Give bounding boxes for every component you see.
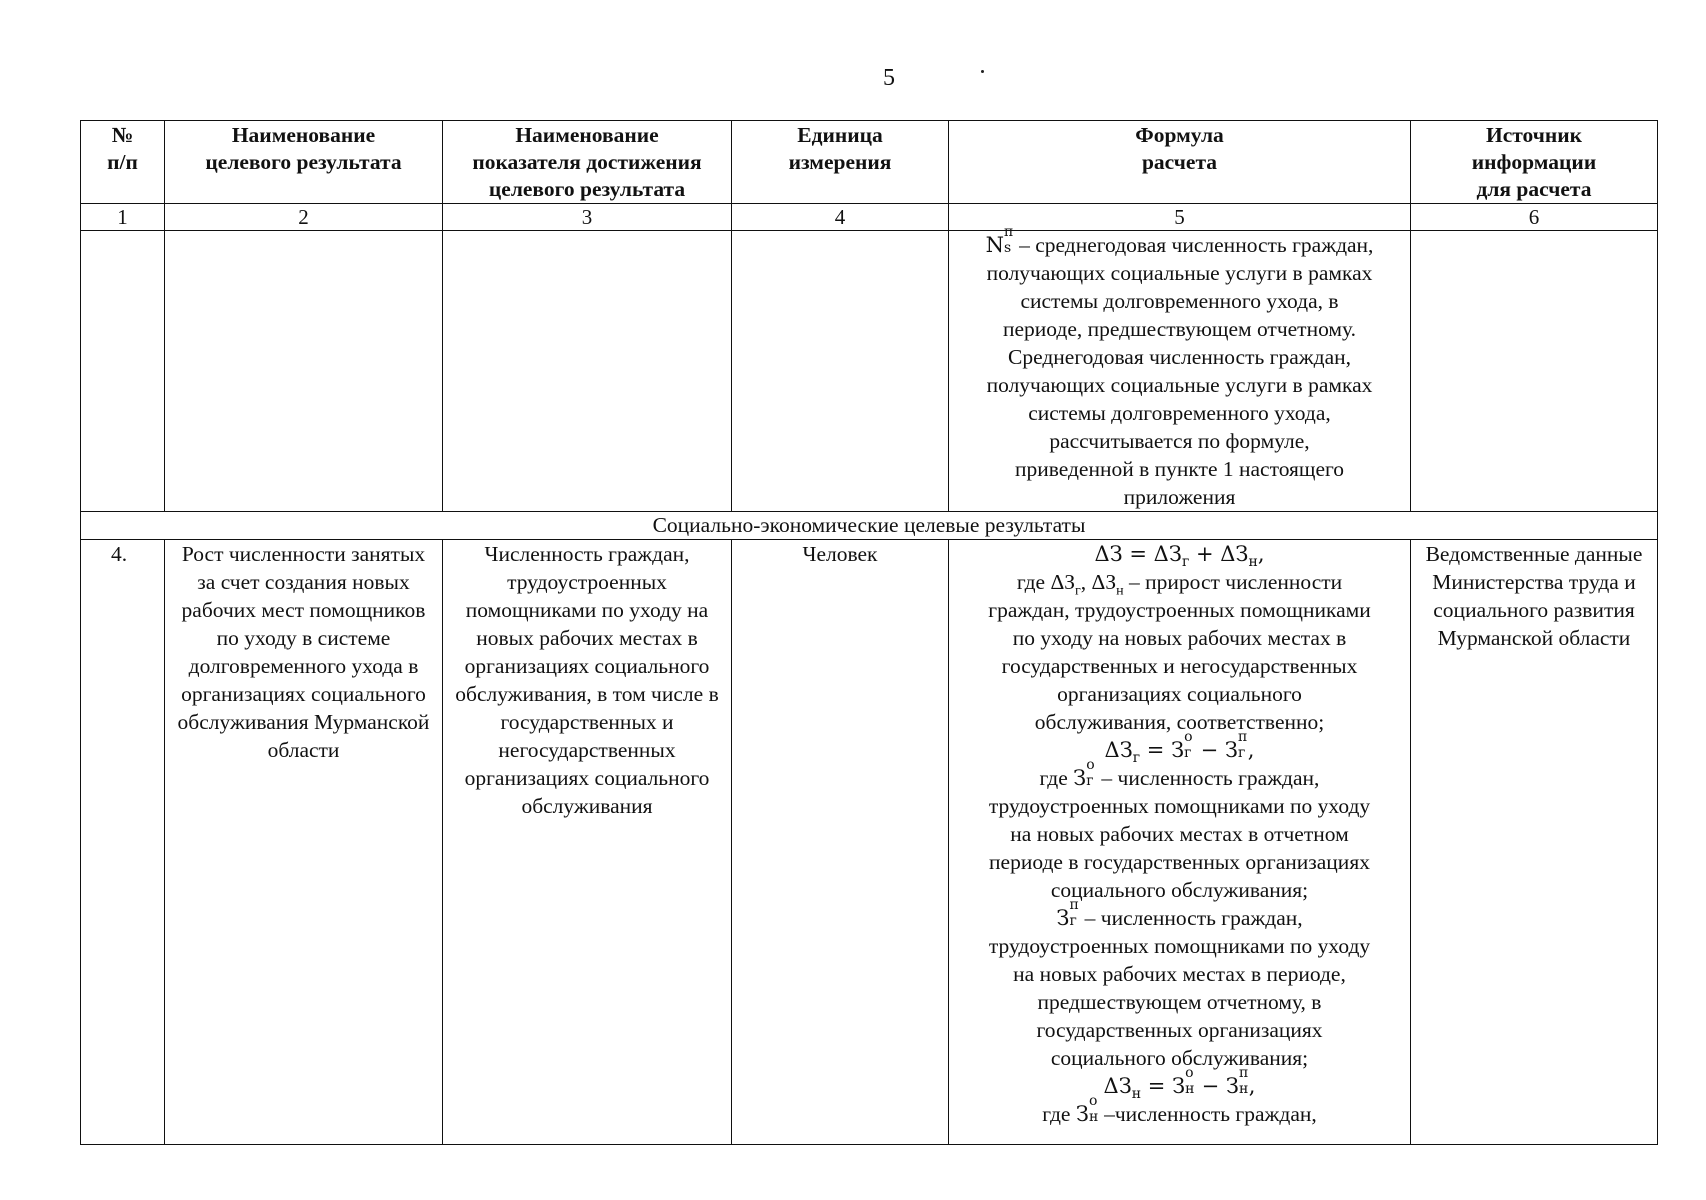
result-name-cell: Рост численности занятых за счет создания новых рабочих мест помощников по уходу в системе долговременного ухода в организациях социального обслуживания Мурманской области (165, 540, 443, 1145)
formula-line: трудоустроенных помощниками по уходу (988, 794, 1371, 818)
formula-line: З п г – численность граждан, (1056, 897, 1303, 930)
continuation-cell-result (165, 231, 443, 512)
header-formula: Формула расчета (949, 121, 1411, 204)
formula-line: где З о г – численность граждан, (1039, 757, 1320, 790)
header-num-l2: п/п (107, 150, 138, 174)
formula-line: на новых рабочих местах в отчетном (1010, 822, 1349, 846)
header-result-name: Наименование целевого результата (165, 121, 443, 204)
formula-line: обслуживания, соответственно; (1034, 710, 1325, 734)
formula-line: где $\Delta З_г$, $\Delta З_н$ – прирост численности (1016, 570, 1343, 599)
header-num-l1: № (111, 123, 134, 147)
column-number: 1 (81, 204, 165, 231)
column-number-row (81, 204, 1658, 231)
formula-line: на новых рабочих местах в периоде, (1013, 962, 1346, 986)
header-row (81, 121, 1658, 204)
header-unit: Единица измерения (732, 121, 949, 204)
continuation-cell-unit (732, 231, 949, 512)
formula-line: N п s – среднегодовая численность граждан, (985, 224, 1374, 257)
formula-line: где З о н –численность граждан, (1042, 1093, 1317, 1126)
header-indicator-name: Наименование показателя достижения целевого результата (443, 121, 732, 204)
formula-line: Среднегодовая численность граждан, (1008, 345, 1351, 369)
section-row (81, 512, 1658, 540)
formula-equation: $\Delta З_г = З$ о г − З п г , (1104, 729, 1255, 767)
column-number: 2 (165, 204, 443, 231)
formula-line: системы долговременного ухода, (1028, 401, 1331, 425)
formula-line: по уходу на новых рабочих местах в (1012, 626, 1347, 650)
formula-line: получающих социальные услуги в рамках (986, 373, 1373, 397)
table-row (81, 540, 1658, 1145)
row-number: 4. (81, 540, 165, 1145)
continuation-cell-num (81, 231, 165, 512)
formula-line: социального обслуживания; (1050, 878, 1309, 902)
scan-dot (981, 70, 984, 73)
continuation-cell-formula (949, 224, 1411, 512)
formula-line: трудоустроенных помощниками по уходу (988, 934, 1371, 958)
formula-line: приведенной в пункте 1 настоящего (1014, 457, 1345, 481)
formula-line: рассчитывается по формуле, (1049, 429, 1310, 453)
formula-line: социального обслуживания; (1050, 1046, 1309, 1070)
formula-line: государственных и негосударственных (1001, 654, 1358, 678)
unit-cell: Человек (732, 540, 949, 1145)
formula-equation: $\Delta З = \Delta З_г + \Delta З_н$, (1094, 542, 1265, 571)
formula-line: организациях социального (1057, 682, 1302, 706)
column-number: 4 (732, 204, 949, 231)
formula-line: предшествующем отчетному, в (1037, 990, 1322, 1014)
indicator-name-cell: Численность граждан, трудоустроенных помощниками по уходу на новых рабочих местах в организациях социального обслуживания, в том числе в государственных и негосударственных организациях социального обслуживания (443, 540, 732, 1145)
section-title: Социально-экономические целевые результаты (81, 512, 1658, 540)
formula-line: периоде в государственных организациях (989, 850, 1370, 874)
header-source: Источник информации для расчета (1411, 121, 1658, 204)
formula-line: периоде, предшествующем отчетному. (1002, 317, 1357, 341)
formula-line: государственных организациях (1036, 1018, 1323, 1042)
formula-symbol: N п s (985, 224, 1014, 257)
target-results-table (80, 120, 1658, 1145)
formula-cell (949, 540, 1411, 1145)
header-num (81, 121, 165, 204)
continuation-cell-indicator (443, 231, 732, 512)
source-cell: Ведомственные данные Министерства труда и социального развития Мурманской области (1411, 540, 1658, 1145)
column-number: 5 (949, 204, 1411, 231)
formula-equation: $\Delta З_н = З$ о н − З п н , (1103, 1065, 1256, 1103)
formula-line: граждан, трудоустроенных помощниками (988, 598, 1371, 622)
column-number: 6 (1411, 204, 1658, 231)
formula-line: получающих социальные услуги в рамках (986, 261, 1373, 285)
continuation-cell-source (1411, 231, 1658, 512)
column-number: 3 (443, 204, 732, 231)
formula-line: приложения (1123, 485, 1236, 509)
continuation-row (81, 231, 1658, 512)
formula-line: системы долговременного ухода, в (1020, 289, 1339, 313)
page-number: 5 (883, 65, 895, 91)
